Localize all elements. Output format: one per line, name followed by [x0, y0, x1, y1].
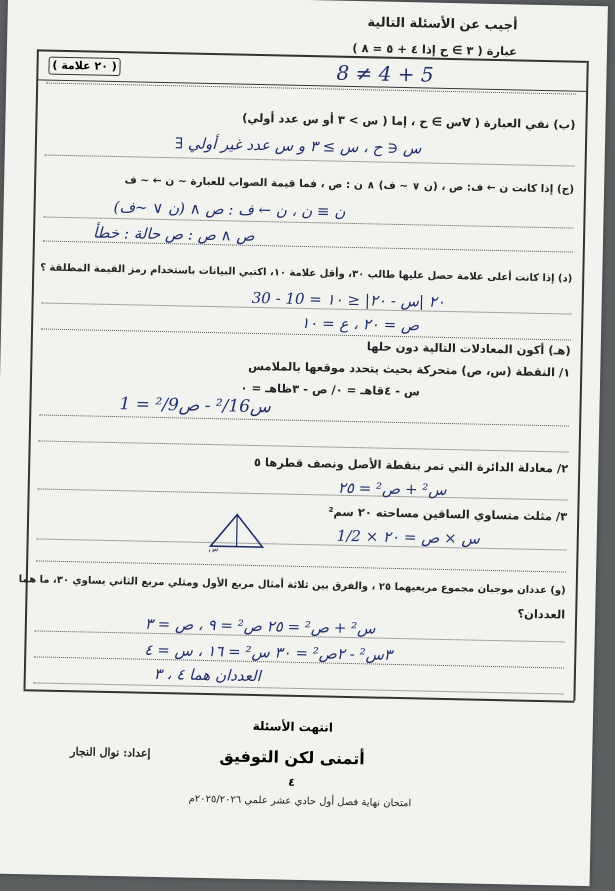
answer-line-c2: [43, 241, 573, 253]
page-number: ٤: [288, 775, 296, 789]
triangle-sketch: [206, 510, 267, 553]
prepared-by: إعداد: نوال النجار: [70, 745, 151, 760]
answer-d-line1: 30 - 10 = ٢٠ |س - ٢٠| ≤ ١٠: [251, 288, 446, 311]
answer-line-h1a: [39, 414, 569, 426]
answer-w-line2: ٣س² - ٢ص² = ٣٠ س² = ١٦ ، س = ٤: [144, 640, 393, 664]
answer-line-h3a: [37, 538, 567, 550]
score-box: ( ٢٠ علامة ): [48, 57, 120, 77]
question-w-text-2: العددان؟: [517, 606, 566, 622]
answer-line-h3b: [36, 560, 566, 572]
frame-divider: [36, 79, 586, 92]
answer-w-line1: س² + ص² = ٢٥ ص² = ٩ ، ص = ٣: [144, 614, 376, 638]
question-h3-text: ٣/ مثلث متساوي الساقين مساحته ٢٠ سم²: [328, 504, 568, 524]
answer-d-line2: ص = ٢٠ ، ع = ١٠: [301, 313, 420, 335]
question-h-title: (هـ) أكون المعادلات التالية دون حلها: [366, 339, 571, 358]
end-of-questions: انتهت الأسئلة: [252, 719, 334, 735]
answer-line-b: [45, 155, 575, 167]
exam-footer: امتحان نهاية فصل أول حادي عشر علمي ٢٠٢٥/٢٠٢٦م: [188, 793, 412, 810]
answer-w-line3: العددان هما ٤ ، ٣: [153, 664, 261, 686]
question-b-text: (ب) نفي العبارة ( ∀س ∋ ح ، إما ( س > ٣ أو س عدد أولي): [242, 110, 576, 132]
answer-c-line1: (ن ∨ ~ف) ∧ ن ≡ ن ، ن ← ف : ص: [113, 197, 346, 221]
answer-h3: 1/2 × س × ص = ٢٠: [336, 526, 480, 548]
answer-a: 8 ≠ 4 + 5: [336, 60, 434, 87]
answer-line-w3: [34, 682, 564, 694]
answer-line-h1b: [39, 440, 569, 452]
question-h1-text: ١/ النقطة (س، ص) متحركة بحيث يتحدد موقعها بالملامس: [248, 358, 571, 380]
answer-h2: س² + ص² = ٢٥: [337, 478, 447, 500]
svg-text:س: س: [208, 544, 219, 554]
answer-line-h2: [38, 488, 568, 500]
question-a-text: عبارة ( ٣ ∋ ح إذا ٤ + ٥ = ٨ ): [352, 40, 518, 59]
frame-right: [573, 61, 588, 701]
answer-c-line2: ص ∧ ص : ص حالة : خطأ: [92, 223, 255, 245]
question-h1-sub: س - ٤قاهـ = ٠/ ص - ٣ظاهـ = ٠: [240, 380, 420, 399]
question-w-text: (و) عددان موجبان مجموع مربعيهما ٢٥ ، والفرق بين ثلاثة أمثال مربع الأول ومثلي مربع الثاني يساوي ٣٠، ما هما: [18, 574, 566, 597]
instruction-text: أجيب عن الأسئلة التالية: [367, 15, 518, 34]
frame-left: [24, 49, 39, 689]
question-d-text: (د) إذا كانت أعلى علامة حصل عليها طالب ٣٠، وأقل علامة ١٠، اكتبي البيانات باستخدام رمز القيمة المطلقة ؟: [40, 262, 573, 285]
question-h2-text: ٢/ معادلة الدائرة التي تمر بنقطة الأصل ونصف قطرها ٥: [253, 454, 569, 476]
wish-text: أتمنى لكن التوفيق: [219, 746, 365, 769]
answer-h1: س²/16 - ص²/9 = 1: [119, 394, 271, 418]
question-c-text: (ج) إذا كانت ن ← ف: ص ، (ن ∨ ~ ف) ∧ ن : ص ، فما قيمة الصواب للعبارة ~ ن ← ~ ف: [124, 174, 575, 196]
answer-b: ∃ س ∈ ح ، س ≥ ٣ و س عدد غير أولي: [174, 134, 422, 158]
